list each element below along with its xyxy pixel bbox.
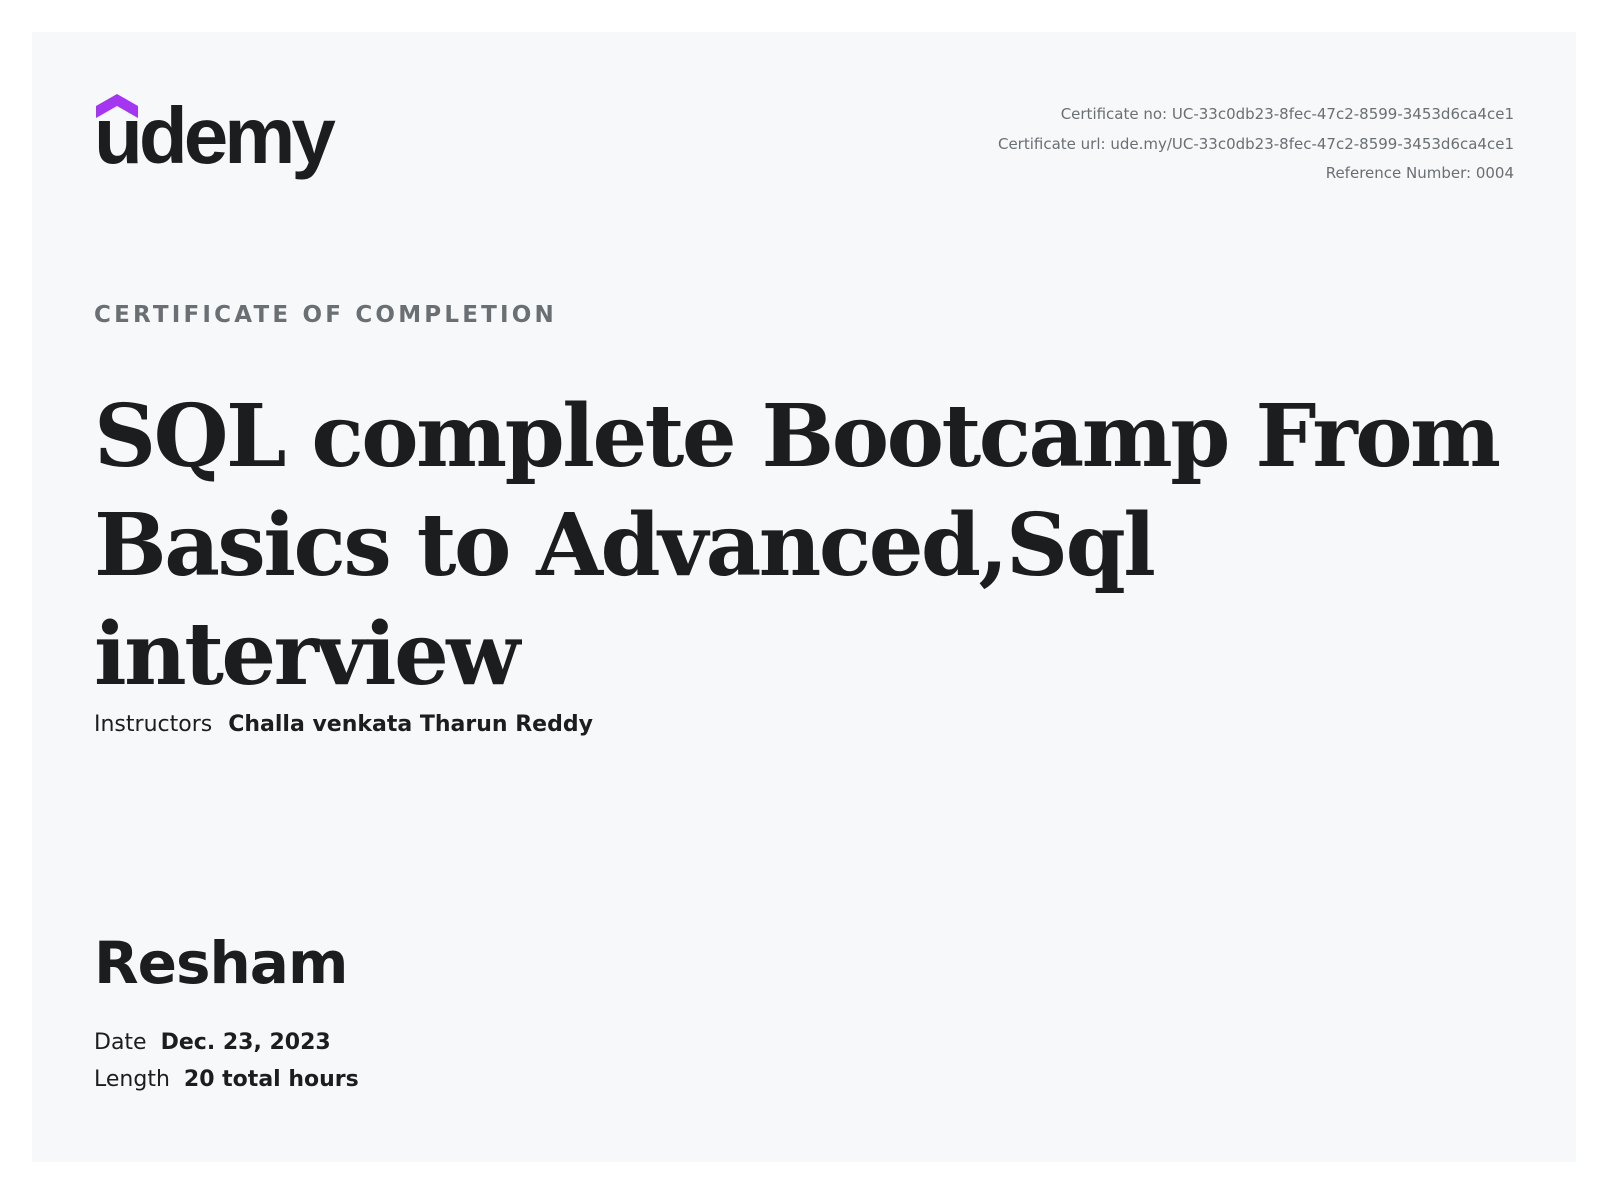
reference-number: Reference Number: 0004 [1325,164,1514,182]
date-label: Date [94,1030,147,1055]
length-row [94,1061,359,1098]
length-label: Length [94,1067,170,1092]
udemy-wordmark: udemy [94,91,332,180]
instructors-label: Instructors [94,712,213,737]
recipient-name: Resham [94,929,348,997]
certificate-meta [998,100,1514,189]
course-title: SQL complete Bootcamp From Basics to Advanced,Sql interview [94,386,1499,705]
certificate-number: Certificate no: UC-33c0db23-8fec-47c2-8599-3453d6ca4ce1 [1060,105,1514,123]
certificate-eyebrow: CERTIFICATE OF COMPLETION [94,302,557,328]
instructors [94,712,593,737]
certificate-url: Certificate url: ude.my/UC-33c0db23-8fec-47c2-8599-3453d6ca4ce1 [997,134,1514,153]
length-value: 20 total hours [183,1067,359,1092]
certificate [32,32,1576,1162]
instructors-value: Challa venkata Tharun Reddy [228,712,593,737]
date-value: Dec. 23, 2023 [160,1030,331,1055]
udemy-logo [94,91,364,194]
certificate-details [94,1024,359,1098]
date-row [94,1024,359,1061]
